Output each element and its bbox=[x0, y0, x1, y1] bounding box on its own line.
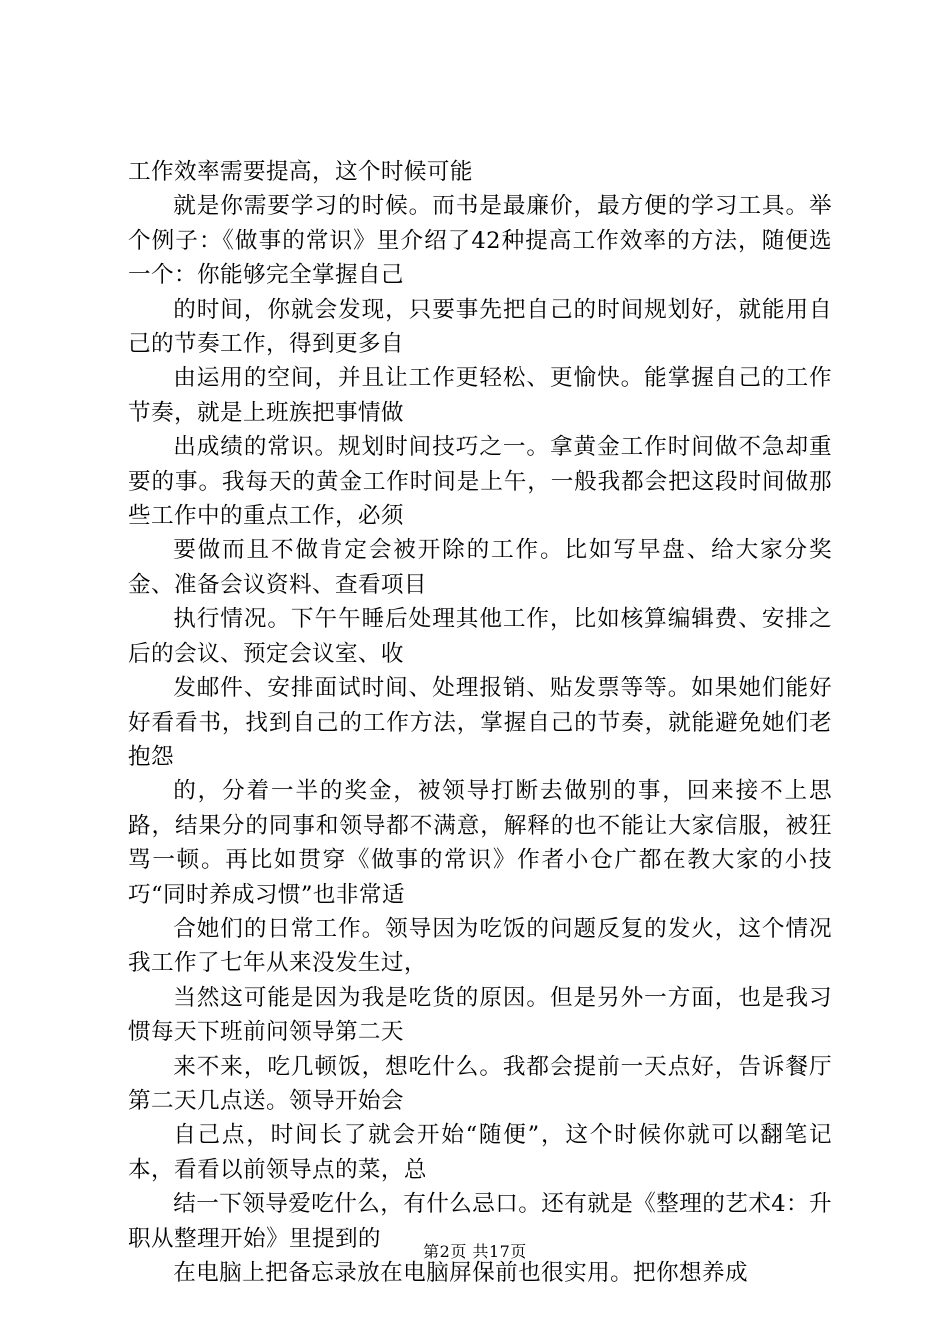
paragraph-1: 工作效率需要提高，这个时候可能 bbox=[128, 159, 473, 185]
paragraph-14: 结一下领导爱吃什么，有什么忌口。还有就是《整理的艺术4：升职从整理开始》里提到的 bbox=[128, 1191, 832, 1252]
body-text bbox=[128, 155, 832, 1290]
paragraph-12: 来不来，吃几顿饭，想吃什么。我都会提前一天点好，告诉餐厅第二天几点送。领导开始会 bbox=[128, 1053, 832, 1114]
paragraph-10: 合她们的日常工作。领导因为吃饭的问题反复的发火，这个情况我工作了七年从来没发生过， bbox=[128, 915, 832, 977]
paragraph-15: 在电脑上把备忘录放在电脑屏保前也很实用。把你想养成 bbox=[173, 1260, 749, 1286]
paragraph-3: 的时间，你就会发现，只要事先把自己的时间规划好，就能用自己的节奏工作，得到更多自 bbox=[128, 296, 832, 358]
paragraph-5: 出成绩的常识。规划时间技巧之一。拿黄金工作时间做不急却重要的事。我每天的黄金工作时间是上午，一般我都会把这段时间做那些工作中的重点工作，必须 bbox=[128, 434, 832, 530]
paragraph-8: 发邮件、安排面试时间、处理报销、贴发票等等。如果她们能好好看看书，找到自己的工作方法，掌握自己的节奏，就能避免她们老抱怨 bbox=[128, 675, 832, 770]
paragraph-9: 的，分着一半的奖金，被领导打断去做别的事，回来接不上思路，结果分的同事和领导都不满意，解释的也不能让大家信服，被狂骂一顿。再比如贯穿《做事的常识》作者小仓广都在教大家的小技巧“同时养成习惯”也非常适 bbox=[128, 778, 832, 908]
paragraph-11: 当然这可能是因为我是吃货的原因。但是另外一方面，也是我习惯每天下班前问领导第二天 bbox=[128, 984, 832, 1046]
paragraph-4: 由运用的空间，并且让工作更轻松、更愉快。能掌握自己的工作节奏，就是上班族把事情做 bbox=[128, 365, 832, 426]
page-footer bbox=[0, 1241, 950, 1263]
paragraph-6: 要做而且不做肯定会被开除的工作。比如写早盘、给大家分奖金、准备会议资料、查看项目 bbox=[128, 537, 832, 598]
paragraph-7: 执行情况。下午午睡后处理其他工作，比如核算编辑费、安排之后的会议、预定会议室、收 bbox=[128, 606, 832, 667]
paragraph-13: 自己点，时间长了就会开始“随便”，这个时候你就可以翻笔记本，看看以前领导点的菜，总 bbox=[128, 1122, 832, 1183]
paragraph-2: 就是你需要学习的时候。而书是最廉价，最方便的学习工具。举个例子：《做事的常识》里介绍了42种提高工作效率的方法，随便选一个：你能够完全掌握自己 bbox=[128, 193, 832, 289]
page-number-label: 第2页 共17页 bbox=[423, 1242, 527, 1261]
